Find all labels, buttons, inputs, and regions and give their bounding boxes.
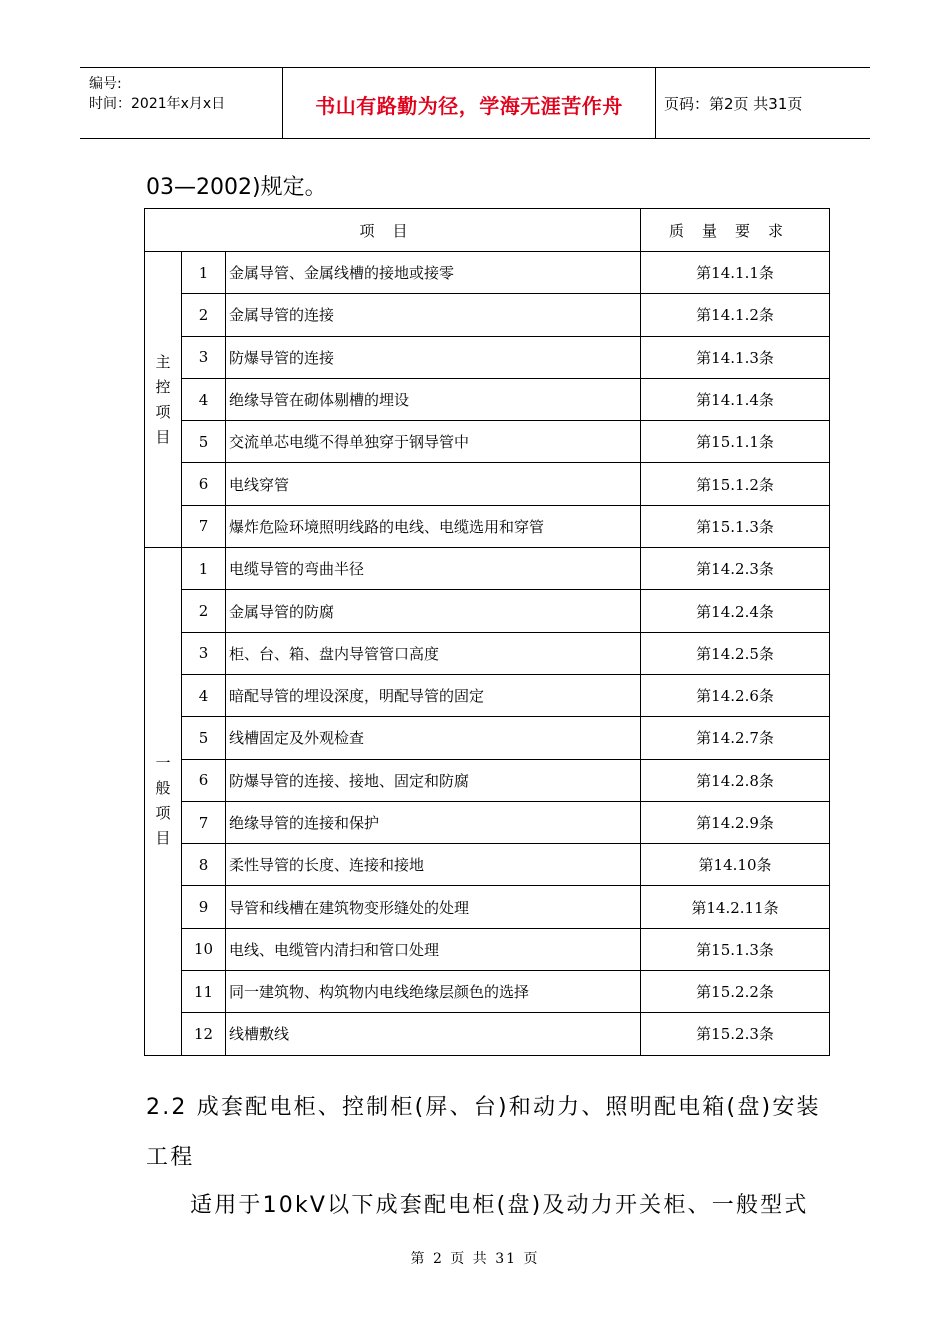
row-item: 金属导管的防腐 [226,590,641,632]
row-item: 金属导管、金属线槽的接地或接零 [226,252,641,294]
row-item: 导管和线槽在建筑物变形缝处的处理 [226,886,641,928]
table-row [145,844,830,886]
row-item: 电缆导管的弯曲半径 [226,548,641,590]
row-item: 电线、电缆管内清扫和管口处理 [226,928,641,970]
row-number: 6 [182,463,226,505]
row-requirement: 第14.10条 [641,844,830,886]
group-label-char: 项 [155,804,171,823]
row-item: 绝缘导管的连接和保护 [226,801,641,843]
row-item: 电线穿管 [226,463,641,505]
row-requirement: 第14.2.6条 [641,674,830,716]
row-requirement: 第14.2.4条 [641,590,830,632]
row-requirement: 第15.2.3条 [641,1013,830,1055]
row-item: 柔性导管的长度、连接和接地 [226,844,641,886]
section-heading-continued: 工程 [146,1145,195,1170]
table-row [145,421,830,463]
row-item: 防爆导管的连接 [226,336,641,378]
column-header-requirement: 质量要求 [641,209,830,252]
group-general-label [155,751,171,851]
row-number: 4 [182,378,226,420]
group-main-control [145,252,182,548]
header-meta [89,74,225,114]
column-header-item: 项目 [145,209,641,252]
row-requirement: 第14.2.8条 [641,759,830,801]
row-item: 线槽固定及外观检查 [226,717,641,759]
table-row [145,928,830,970]
table-row [145,252,830,294]
row-requirement: 第14.2.11条 [641,886,830,928]
row-requirement: 第14.1.4条 [641,378,830,420]
table-row [145,801,830,843]
group-main-control-label [155,350,171,450]
row-number: 8 [182,844,226,886]
group-label-char: 目 [155,829,171,848]
lead-text: 03—2002)规定。 [146,175,327,200]
row-item: 线槽敷线 [226,1013,641,1055]
row-item: 交流单芯电缆不得单独穿于钢导管中 [226,421,641,463]
table-row [145,674,830,716]
row-number: 6 [182,759,226,801]
row-requirement: 第15.1.3条 [641,505,830,547]
row-requirement: 第14.2.5条 [641,632,830,674]
row-item: 暗配导管的埋设深度，明配导管的固定 [226,674,641,716]
row-requirement: 第15.1.2条 [641,463,830,505]
row-item: 爆炸危险环境照明线路的电线、电缆选用和穿管 [226,505,641,547]
row-number: 5 [182,421,226,463]
group-label-char: 主 [155,352,171,371]
date-label: 时间：2021年x月x日 [89,96,226,112]
row-requirement: 第14.1.2条 [641,294,830,336]
row-number: 2 [182,294,226,336]
row-item: 柜、台、箱、盘内导管管口高度 [226,632,641,674]
group-label-char: 项 [155,402,171,421]
table-row [145,590,830,632]
row-requirement: 第14.1.3条 [641,336,830,378]
table-row [145,759,830,801]
row-number: 7 [182,801,226,843]
row-requirement: 第15.1.3条 [641,928,830,970]
row-number: 4 [182,674,226,716]
row-item: 金属导管的连接 [226,294,641,336]
table-row [145,971,830,1013]
header-divider [655,68,656,138]
group-label-char: 控 [155,377,171,396]
table-row [145,1013,830,1055]
header-motto: 书山有路勤为径，学海无涯苦作舟 [315,94,623,118]
row-item: 防爆导管的连接、接地、固定和防腐 [226,759,641,801]
section-body: 适用于10kV以下成套配电柜(盘)及动力开关柜、一般型式 [190,1193,809,1218]
row-number: 3 [182,632,226,674]
row-requirement: 第14.2.3条 [641,548,830,590]
row-number: 11 [182,971,226,1013]
row-item: 同一建筑物、构筑物内电线绝缘层颜色的选择 [226,971,641,1013]
table-row [145,294,830,336]
table-row [145,717,830,759]
group-general [145,548,182,1056]
row-number: 12 [182,1013,226,1055]
row-item: 绝缘导管在砌体剔槽的埋设 [226,378,641,420]
header-page-info: 页码：第2页 共31页 [664,95,803,113]
table-row [145,886,830,928]
quality-table [144,208,830,1056]
section-heading: 2.2 成套配电柜、控制柜(屏、台)和动力、照明配电箱(盘)安装 [146,1095,821,1120]
row-number: 7 [182,505,226,547]
row-requirement: 第15.2.2条 [641,971,830,1013]
page-header [80,67,870,139]
row-number: 5 [182,717,226,759]
group-label-char: 般 [155,779,171,798]
row-requirement: 第15.1.1条 [641,421,830,463]
row-number: 1 [182,252,226,294]
table-row [145,505,830,547]
group-label-char: 目 [155,427,171,446]
row-number: 1 [182,548,226,590]
row-requirement: 第14.2.9条 [641,801,830,843]
row-number: 2 [182,590,226,632]
table-row [145,548,830,590]
table-header-row [145,209,830,252]
group-label-char: 一 [155,754,171,773]
table-row [145,632,830,674]
page-footer: 第 2 页 共 31 页 [410,1251,540,1267]
row-number: 10 [182,928,226,970]
number-label: 编号: [89,76,122,92]
row-requirement: 第14.2.7条 [641,717,830,759]
table-row [145,378,830,420]
row-number: 3 [182,336,226,378]
table-row [145,336,830,378]
row-requirement: 第14.1.1条 [641,252,830,294]
row-number: 9 [182,886,226,928]
table-row [145,463,830,505]
